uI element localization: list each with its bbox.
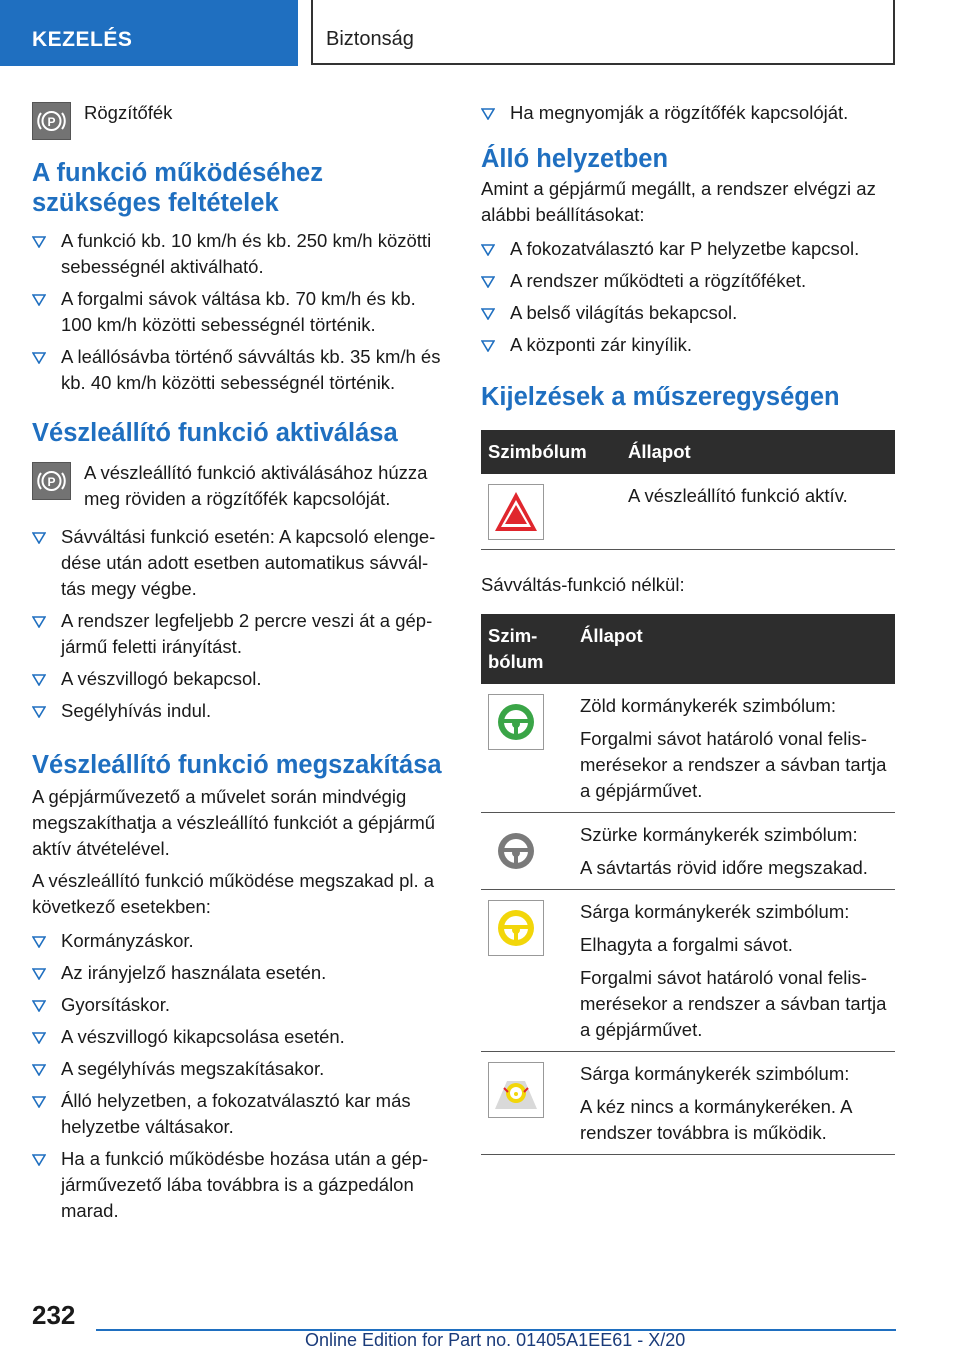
bullet-triangle-icon [32,1096,46,1108]
yellow-steering-wheel-icon [488,900,544,956]
list-item: A rendszer legfeljebb 2 percre veszi át a gép-jármű feletti irányítást. [32,608,448,660]
bullet-triangle-icon [32,706,46,718]
section-title: Biztonság [311,0,895,65]
green-steering-wheel-icon [488,694,544,750]
row-line: Sárga kormánykerék szimbólum: [580,900,850,922]
row-line: Sárga kormánykerék szimbólum: [580,1062,850,1084]
bullet-triangle-icon [32,352,46,364]
right-column [481,100,895,1155]
list-item: A funkció kb. 10 km/h és kb. 250 km/h közötti sebességnél aktiválható. [32,228,448,280]
grey-steering-wheel-icon [488,823,544,879]
table-header-status: Állapot [573,614,895,684]
parking-brake-icon [32,462,71,500]
heading-activate: Vészleállító funkció aktiválása [32,419,398,447]
table-row [481,1051,895,1154]
warning-triangle-icon [488,484,544,540]
table-header-symbol: Szimbólum [481,430,621,474]
list-item: Kormányzáskor. [32,928,448,954]
parking-brake-label: Rögzítőfék [84,102,173,123]
interrupt-list [32,928,448,1224]
heading-display: Kijelzések a műszeregységen [481,383,840,411]
page-number: 232 [32,1300,76,1330]
activate-list [32,524,448,724]
row-line: Forgalmi sávot határoló vonal felis-merésekor a rendszer a sávban tartja a gépjárművet. [580,966,887,1040]
row-line: Forgalmi sávot határoló vonal felis-merésekor a rendszer a sávban tartja a gépjárművet. [580,727,887,801]
list-item: A fokozatválasztó kar P helyzetbe kapcsol. [481,236,895,262]
bullet-triangle-icon [32,1064,46,1076]
bullet-triangle-icon [32,1154,46,1166]
activate-row [32,460,448,512]
bullet-triangle-icon [32,968,46,980]
list-item: Ha a funkció működésbe hozása után a gép-járművezető lába továbbra is a gázpedálon marad. [32,1146,448,1224]
heading-conditions: A funkció működéséhez szükséges feltételek [32,159,323,217]
bullet-triangle-icon [481,340,495,352]
bullet-triangle-icon [32,1032,46,1044]
parking-brake-icon [32,102,71,140]
list-item: Sávváltási funkció esetén: A kapcsoló elenge-dése után adott esetben automatikus sávvál-tás megy végbe. [32,524,448,602]
left-column [32,100,448,1230]
status-table [481,430,895,550]
interrupt-paragraph-1: A gépjárművezető a művelet során mindvégig megszakíthatja a vészleállító funkciót a gépjármű aktív átvételével. [32,786,436,859]
list-item: A leállósávba történő sávváltás kb. 35 km/h és kb. 40 km/h közötti sebességnél történik. [32,344,448,396]
bullet-triangle-icon [481,244,495,256]
table-header-symbol: Szim-bólum [481,614,573,684]
list-item: A vészvillogó bekapcsol. [32,666,448,692]
lane-keeping-table [481,614,895,1155]
list-item: A központi zár kinyílik. [481,332,895,358]
table-row [481,889,895,1051]
bullet-triangle-icon [32,936,46,948]
row-line: A sávtartás rövid időre megszakad. [580,856,868,878]
heading-standstill: Álló helyzetben [481,145,669,173]
list-item: A belső világítás bekapcsol. [481,300,895,326]
bullet-triangle-icon [32,532,46,544]
heading-interrupt: Vészleállító funkció megszakítása [32,751,442,779]
table-row [481,812,895,889]
svg-text:P: P [47,115,56,129]
row-line: Elhagyta a forgalmi sávot. [580,933,793,955]
bullet-triangle-icon [32,616,46,628]
table-row [481,684,895,813]
interrupt-paragraph-2: A vészleállító funkció működése megszakad pl. a következő esetekben: [32,870,435,917]
list-item: Az irányjelző használata esetén. [32,960,448,986]
row-line: Szürke kormánykerék szimbólum: [580,823,858,845]
conditions-list [32,228,448,396]
bullet-triangle-icon [32,236,46,248]
parking-brake-row [32,100,448,140]
bullet-triangle-icon [481,308,495,320]
no-lane-change-label: Sávváltás-funkció nélkül: [481,573,685,595]
list-item: Segélyhívás indul. [32,698,448,724]
list-item: A rendszer működteti a rögzítőféket. [481,268,895,294]
page-header [0,0,960,66]
activate-text: A vészleállító funkció aktiválásához húzza meg röviden a rögzítőfék kapcsolóját. [84,462,428,509]
standstill-paragraph: Amint a gépjármű megállt, a rendszer elvégzi az alábbi beállításokat: [481,178,876,225]
yellow-steering-wheel-hands-icon [488,1062,544,1118]
list-item: A vészvillogó kikapcsolása esetén. [32,1024,448,1050]
row-line: A kéz nincs a kormánykeréken. A rendszer továbbra is működik. [580,1095,852,1143]
row-line: Zöld kormánykerék szimbólum: [580,694,836,716]
table-cell-status: A vészleállító funkció aktív. [621,474,895,549]
list-item: Gyorsításkor. [32,992,448,1018]
standstill-list [481,236,895,358]
bullet-triangle-icon [32,294,46,306]
bullet-triangle-icon [32,1000,46,1012]
table-header-status: Állapot [621,430,895,474]
bullet-triangle-icon [481,108,495,120]
chapter-tab[interactable]: KEZELÉS [0,0,298,66]
list-item: Álló helyzetben, a fokozatválasztó kar más helyzetbe váltásakor. [32,1088,448,1140]
footer-edition: Online Edition for Part no. 01405A1EE61 - X/20 [305,1330,686,1350]
list-item: A forgalmi sávok váltása kb. 70 km/h és kb. 100 km/h közötti sebességnél történik. [32,286,448,338]
list-item: A segélyhívás megszakításakor. [32,1056,448,1082]
svg-text:P: P [47,475,56,489]
list-item: Ha megnyomják a rögzítőfék kapcsolóját. [481,100,895,126]
table-row [481,474,895,549]
bullet-triangle-icon [481,276,495,288]
bullet-triangle-icon [32,674,46,686]
